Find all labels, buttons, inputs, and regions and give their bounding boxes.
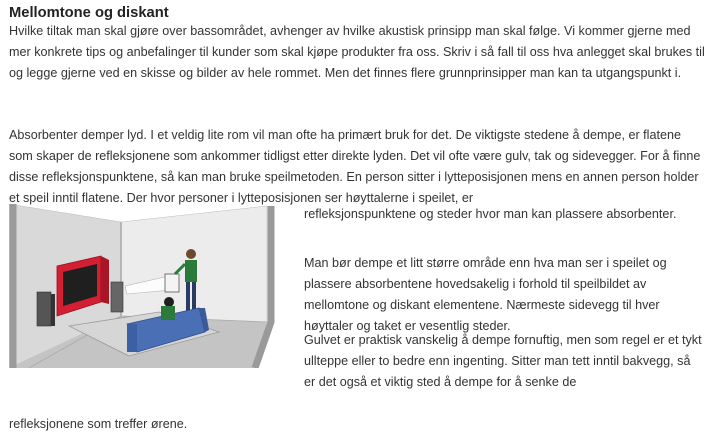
floor-damping-text: Gulvet er praktisk vanskelig å dempe fornuftig, men som regel er et tykt ullteppe eller to bedre enn ingenting. Sitter man tett inntil bakvegg, så er det også et viktig sted å dempe for å senke de bbox=[304, 333, 702, 389]
right-speaker bbox=[111, 282, 123, 312]
standing-person-head bbox=[186, 249, 196, 259]
seated-person-body bbox=[161, 306, 175, 320]
closing-text: refleksjonene som treffer ørene. bbox=[9, 417, 188, 431]
standing-person-body bbox=[185, 260, 197, 282]
left-speaker bbox=[37, 292, 51, 326]
mirror bbox=[165, 274, 179, 292]
absorbers-paragraph: Absorbenter demper lyd. I et veldig lite rom vil man ofte ha primært bruk for det. De viktigste stedene å dempe, er flatene som skaper de refleksjonene som ankommer tidligst etter direkte lyden. Det vil ofte være gulv, tak og sidevegger. For å finne disse refleksjonspunktene, så kan man bruke speilmetoden. En person sitter i lytteposisjonen mens en annen person holder et speil inntil flatene. Der hvor personer i lytteposisjonen ser høyttalerne i speilet, er bbox=[9, 128, 701, 205]
intro-paragraph: Hvilke tiltak man skal gjøre over bassområdet, avhenger av hvilke akustisk prinsipp man skal følge. Vi kommer gjerne med mer konkrete tips og anbefalinger til kunder som skal kjøpe produkter fra oss. Skriv i så fall til oss hva anlegget skal brukes til og legge gjerne ved en skisse og bilder av hele rommet. Men det finnes flere grunnprinsipper man kan ta utgangspunkt i. bbox=[9, 24, 705, 80]
damping-area-text: Man bør dempe et litt større område enn hva man ser i speilet og plassere absorbentene hovedsakelig i forhold til speilbildet av mellomtone og diskant elementene. Nærmeste sidevegg til hver høyttaler og taket er vesentlig steder. bbox=[304, 256, 667, 333]
seated-person-head bbox=[164, 297, 174, 307]
reflection-points-text: refleksjonspunktene og steder hvor man kan plassere absorbenter. bbox=[304, 207, 677, 221]
section-heading: Mellomtone og diskant bbox=[9, 5, 169, 21]
room-illustration bbox=[9, 204, 285, 368]
